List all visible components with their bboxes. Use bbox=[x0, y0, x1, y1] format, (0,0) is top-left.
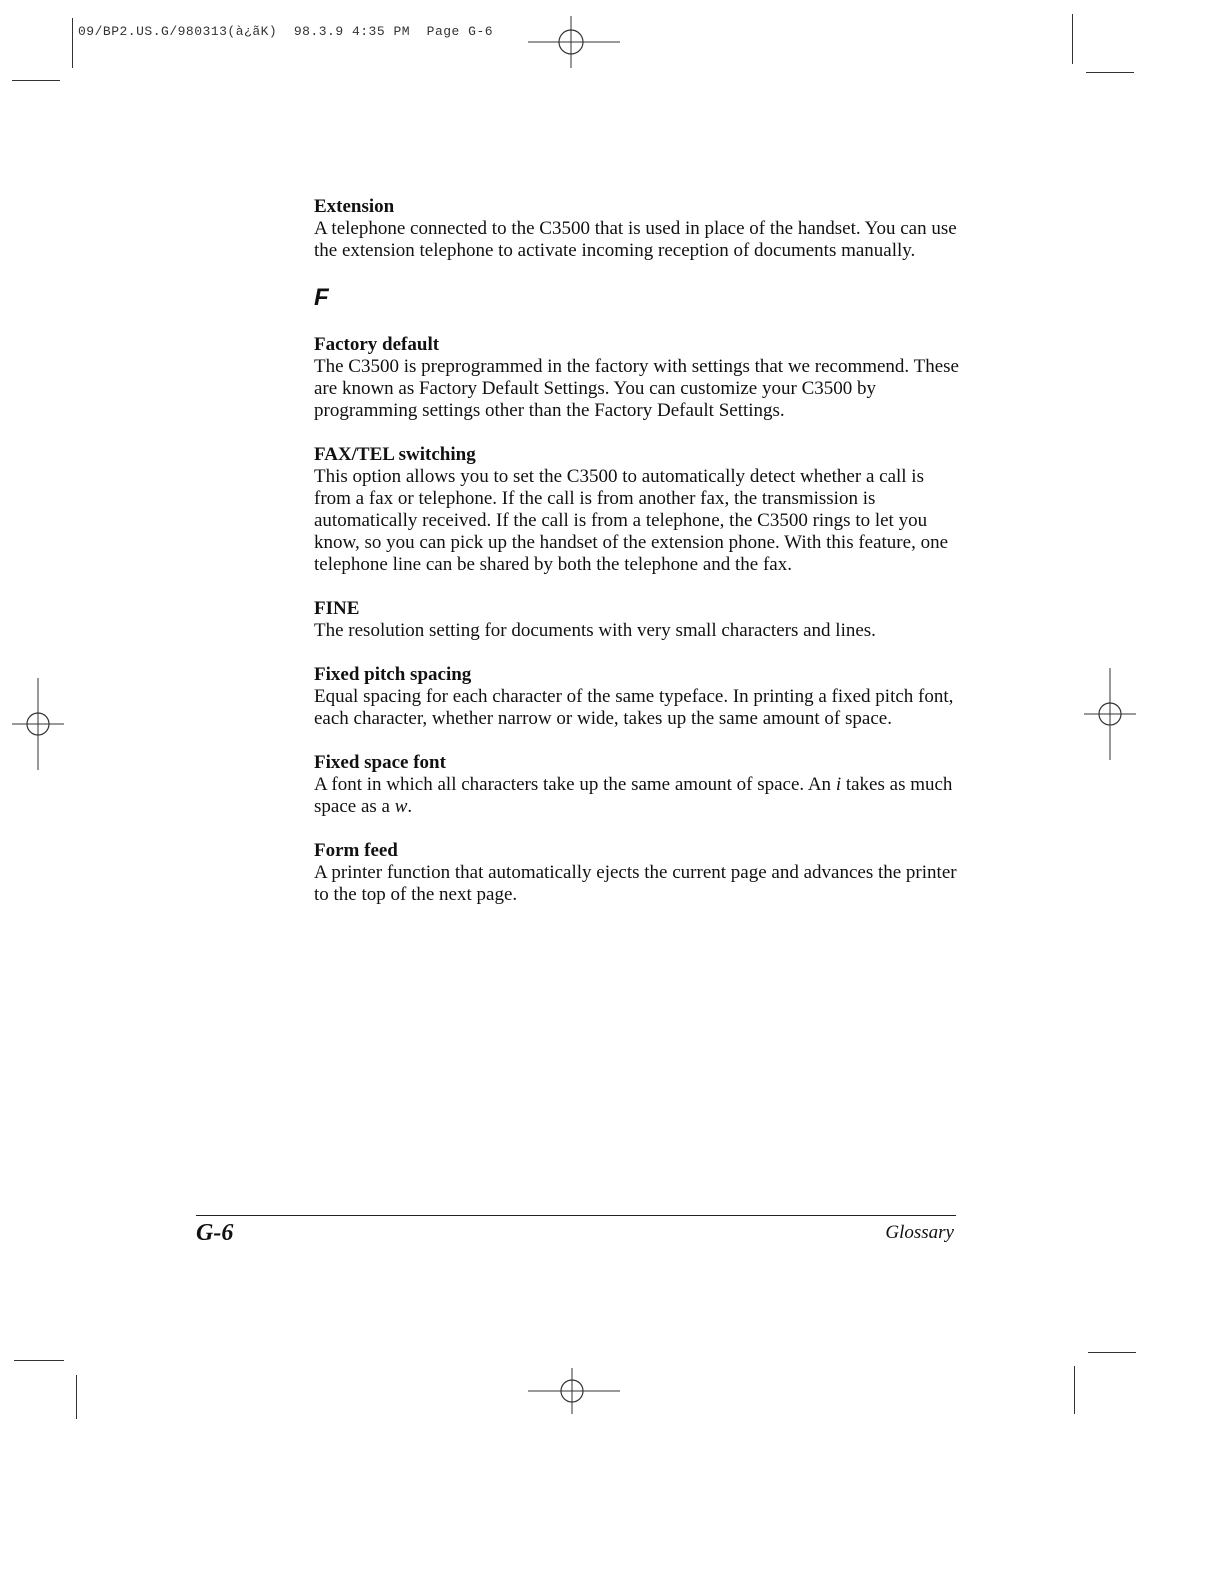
crop-mark-top-right-vertical bbox=[1072, 14, 1073, 64]
definition-italic-letter: i bbox=[835, 774, 842, 795]
section-letter-heading: F bbox=[314, 284, 329, 311]
glossary-entry-fixed-space-font bbox=[314, 752, 964, 818]
glossary-term: Extension bbox=[314, 196, 395, 217]
registration-mark-bottom bbox=[524, 1366, 624, 1416]
crop-mark-bottom-right-horizontal bbox=[1088, 1352, 1136, 1353]
glossary-term: FINE bbox=[314, 598, 360, 619]
glossary-definition: Equal spacing for each character of the same typeface. In printing a fixed pitch font, each character, whether narrow or wide, takes up the same amount of space. bbox=[314, 686, 954, 729]
glossary-term: Factory default bbox=[314, 334, 440, 355]
footer-rule bbox=[196, 1215, 956, 1216]
crop-mark-bottom-left-vertical bbox=[76, 1375, 77, 1419]
crop-mark-bottom-left-horizontal bbox=[14, 1360, 64, 1361]
definition-text: . bbox=[407, 796, 413, 817]
glossary-entry-form-feed bbox=[314, 840, 964, 906]
crop-mark-top-left-vertical bbox=[72, 18, 73, 68]
glossary-term: Fixed pitch spacing bbox=[314, 664, 472, 685]
footer-page-number: G-6 bbox=[196, 1220, 234, 1246]
glossary-definition: This option allows you to set the C3500 to automatically detect whether a call is from a fax or telephone. If the call is from another fax, the transmission is automatically received. If the call is from a telephone, the C3500 rings to let you know, so you can pick up the handset of the extension phone. With this feature, one telephone line can be shared by both the telephone and the fax. bbox=[314, 466, 949, 575]
glossary-entry-fax-tel-switching bbox=[314, 444, 964, 576]
definition-text: A font in which all characters take up the same amount of space. An bbox=[314, 774, 836, 795]
registration-mark-top bbox=[520, 14, 630, 70]
glossary-term: FAX/TEL switching bbox=[314, 444, 476, 465]
glossary-entry-extension bbox=[314, 196, 964, 262]
glossary-term: Form feed bbox=[314, 840, 398, 861]
definition-text: takes as much space as a bbox=[314, 774, 953, 817]
glossary-definition: The resolution setting for documents with very small characters and lines. bbox=[314, 620, 876, 641]
glossary-entry-fine bbox=[314, 598, 964, 642]
glossary-entry-fixed-pitch-spacing bbox=[314, 664, 964, 730]
glossary-definition bbox=[314, 774, 964, 818]
crop-mark-bottom-right-vertical bbox=[1074, 1366, 1075, 1414]
crop-mark-top-right-horizontal bbox=[1086, 72, 1134, 73]
glossary-definition: The C3500 is preprogrammed in the factory with settings that we recommend. These are known as Factory Default Settings. You can customize your C3500 by programming settings other than the Factory Default Settings. bbox=[314, 356, 959, 421]
crop-mark-top-left-horizontal bbox=[12, 80, 60, 81]
glossary-entry-factory-default bbox=[314, 334, 964, 422]
glossary-content bbox=[314, 196, 964, 928]
glossary-definition: A printer function that automatically ejects the current page and advances the printer to the top of the next page. bbox=[314, 862, 957, 905]
definition-italic-letter: w bbox=[394, 796, 408, 817]
print-slug-line: 09/BP2.US.G/980313(à¿ãK) 98.3.9 4:35 PM Page G-6 bbox=[78, 24, 494, 39]
footer-section-name: Glossary bbox=[885, 1222, 954, 1243]
registration-mark-right bbox=[1080, 666, 1140, 762]
glossary-term: Fixed space font bbox=[314, 752, 446, 773]
glossary-definition: A telephone connected to the C3500 that is used in place of the handset. You can use the extension telephone to activate incoming reception of documents manually. bbox=[314, 218, 957, 261]
registration-mark-left bbox=[8, 676, 68, 772]
